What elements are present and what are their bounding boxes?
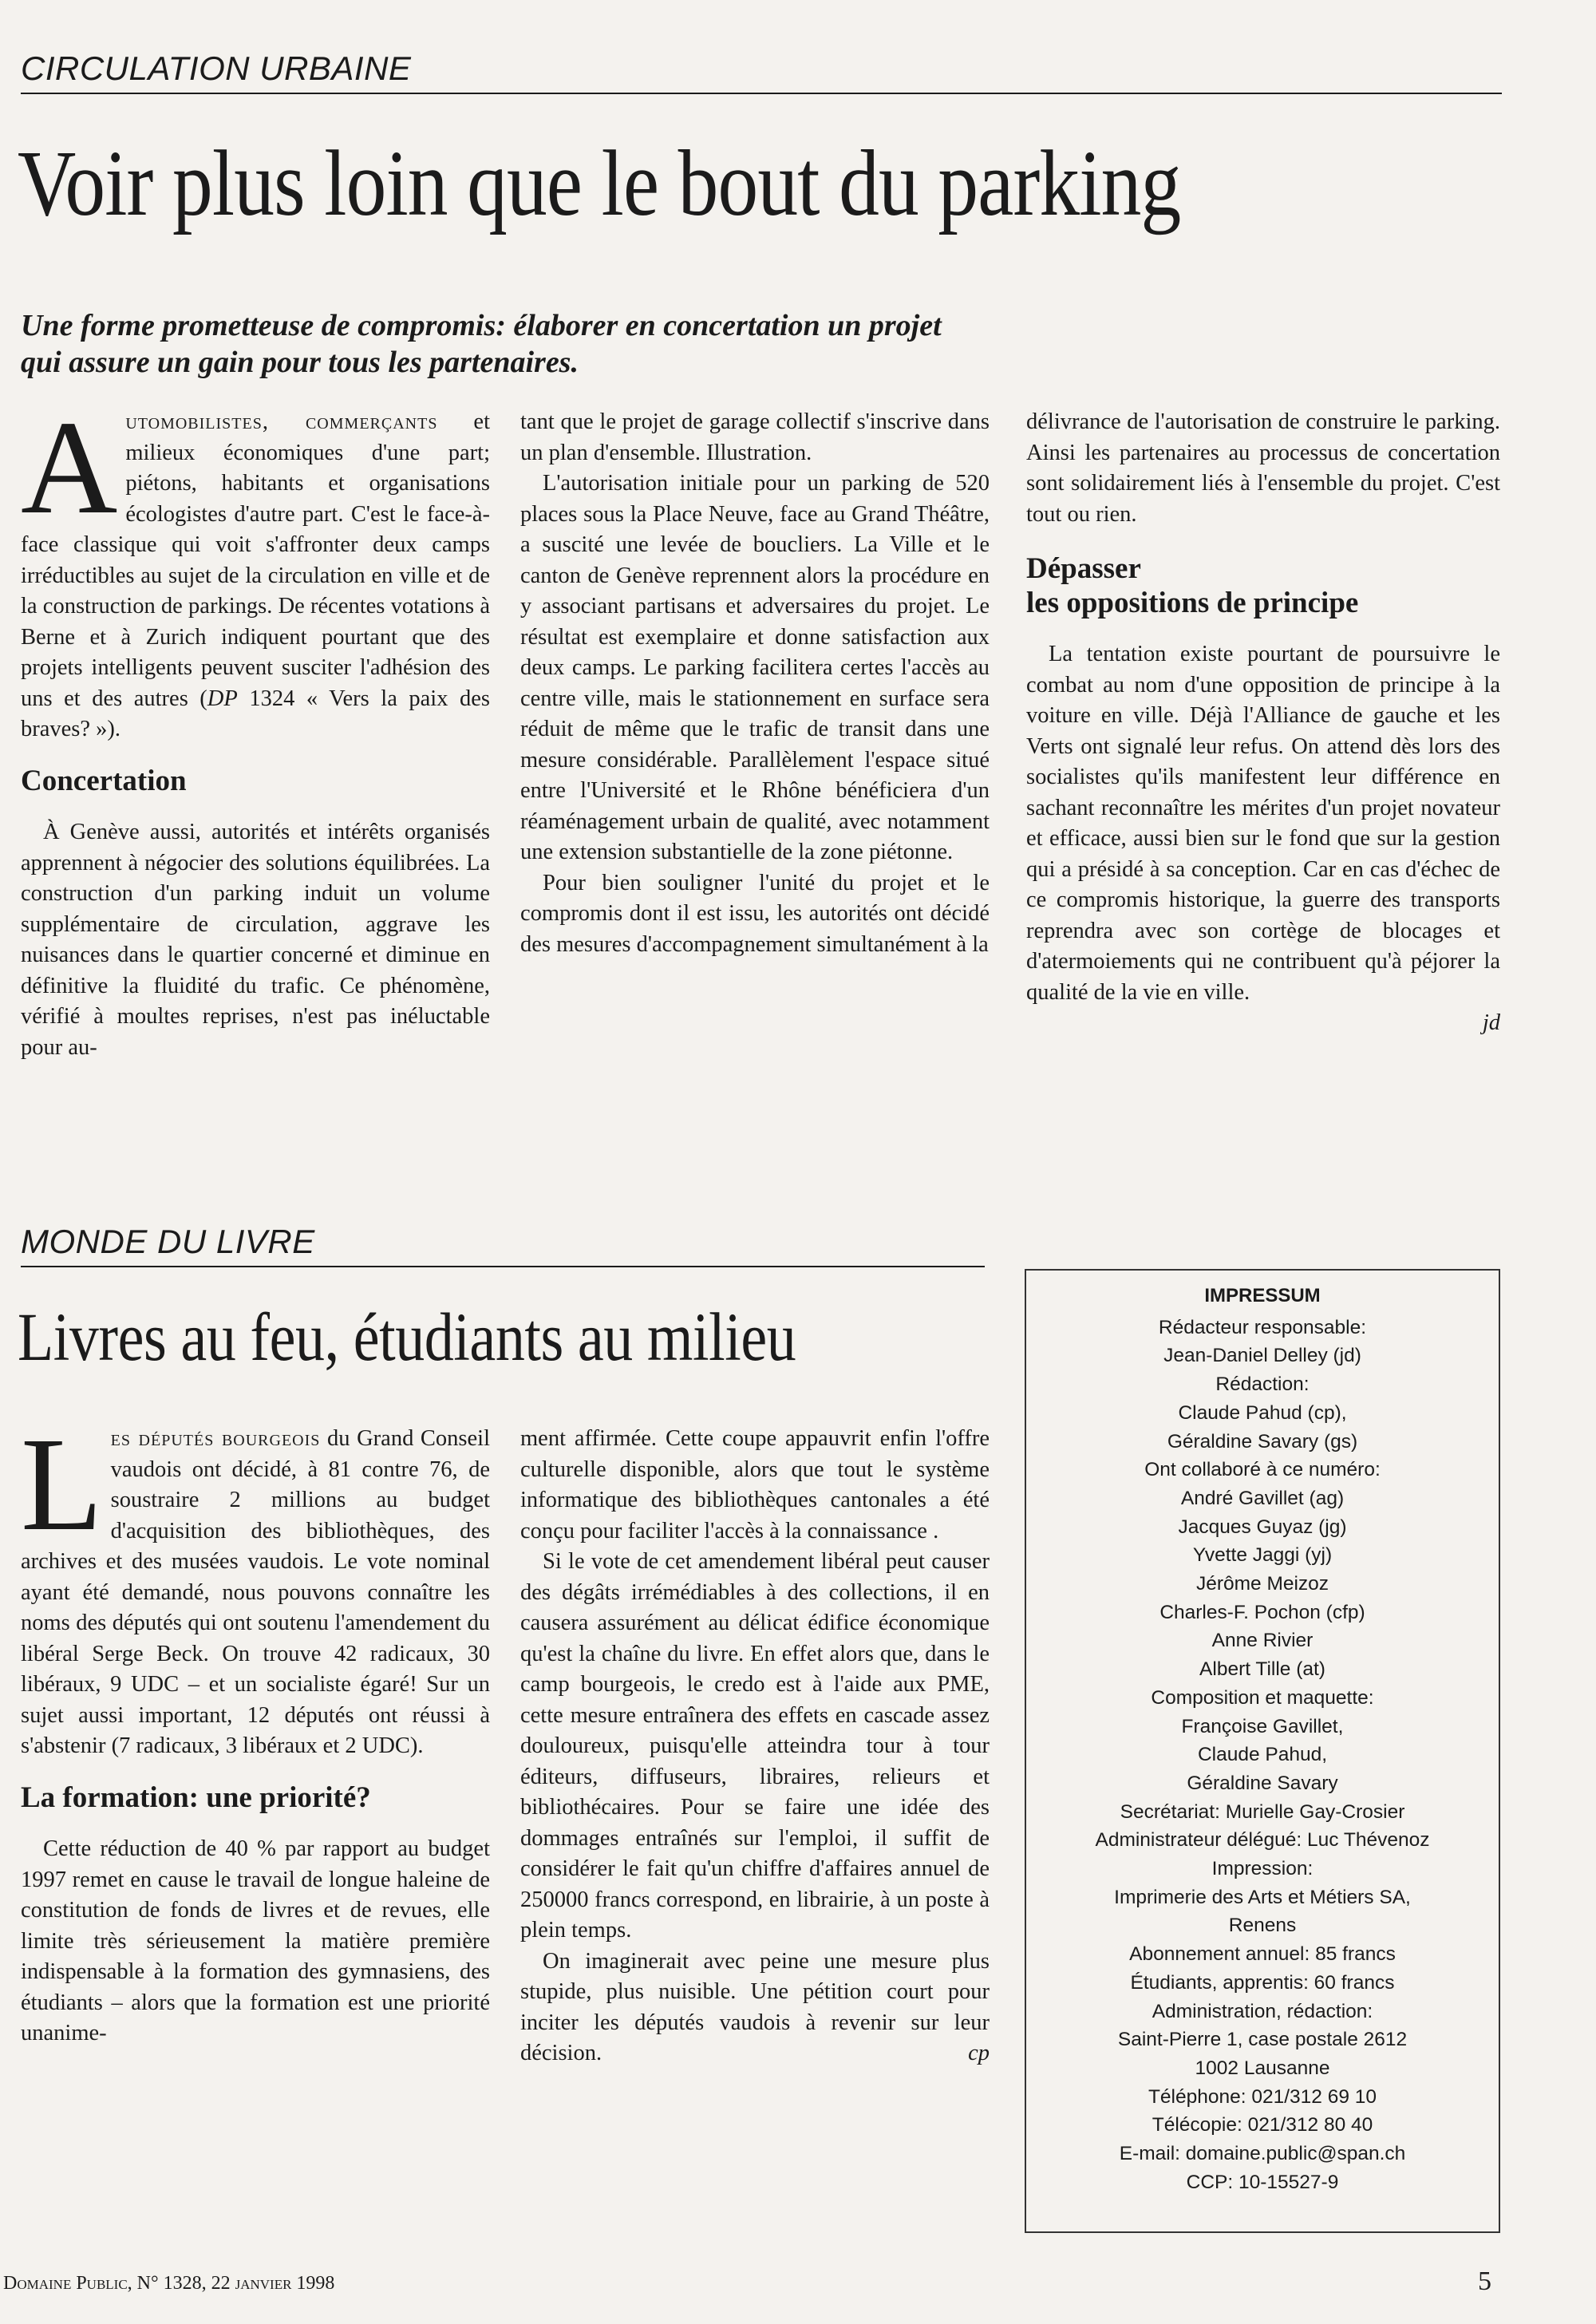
paragraph-text: et milieux économiques d'une part; piétons, habitants et organisations écologistes d'autre part. C'est le face-à-face classique qui voit s'affronter deux camps irréductibles au sujet de la circulation en ville et de la construction de parkings. De récentes votations à Berne et à Zurich indiquent pourtant que des projets intelligents peuvent susciter l'adhésion des uns et des autres ( [21,409,490,711]
paragraph-text: du Grand Conseil vaudois ont décidé, à 81 contre 76, de soustraire 2 millions au budget d'acquisition des bibliothèques, des archives et des musées vaudois. Le vote nominal ayant été demandé, nous pouvons connaître les noms des députés qui ont soutenu l'amendement du libéral Serge Beck. On trouve 42 radicaux, 30 libéraux, 9 UDC – et un socialiste égaré! Sur un sujet aussi important, 12 députés ont réussi à s'abstenir (7 radicaux, 3 libéraux et 2 UDC). [21,1426,491,1758]
kicker-rule [21,1266,985,1267]
impressum-line: Saint-Pierre 1, case postale 2612 [1117,2029,1408,2051]
impressum-line: CCP: 10-15527-9 [1186,2171,1339,2193]
paragraph: Si le vote de cet amendement libéral peut causer des dégâts irrémédiables à des collections, il en causera assurément au délicat édifice économique qu'est la chaîne du livre. En effet alors que, dans le camp bourgeois, le credo est à l'aide aux PME, cette mesure entraînera des effets en cascade assez douloureux, puisqu'elle atteindra tour à tour éditeurs, diffuseurs, libraires, relieurs et bibliothécaires. Pour se faire une idée des dommages entraînés sur l'emploi, il suffit de considérer le fait qu'un chiffre d'affaires annuel de 250000 francs correspond, en librairie, à un poste à plein temps. [520,1549,990,1943]
paragraph: Pour bien souligner l'unité du projet et le compromis dont il est issu, les autorités ont décidé des mesures d'accompagnement simultanément à la [520,870,990,957]
impressum-line: Administrateur délégué: Luc Thévenoz [1095,1829,1430,1852]
impressum-line: Claude Pahud, [1197,1744,1328,1766]
paragraph-text: 1324 « Vers la paix des braves? »). [21,686,490,741]
article-standfirst [21,308,1505,381]
subheading [1026,552,1500,620]
impressum-line: Rédaction: [1215,1373,1310,1396]
impressum-line: Anne Rivier [1211,1630,1314,1652]
paragraph: À Genève aussi, autorités et intérêts organisés apprennent à négocier des solutions équilibrées. La construction d'un parking induit un volume supplémentaire de circulation, aggrave les nuisances dans le quartier concerné et diminue en définitive la fluidité du trafic. Ce phénomène, vérifié à moultes reprises, n'est pas inéluctable pour au- [21,820,490,1060]
impressum-line: Impression: [1211,1858,1314,1880]
subheading-line: les oppositions de principe [1026,586,1359,619]
impressum-line: 1002 Lausanne [1195,2057,1330,2079]
paragraph: La tentation existe pourtant de poursuivre le combat au nom d'une opposition de principe à la voiture en ville. Déjà l'Alliance de gauche et les Verts ont signalé leur refus. On attend dès lors des socialistes qu'ils manifestent leur différence en sachant reconnaître les mérites d'un projet novateur et efficace, aussi bien sur le fond que sur la gestion qui a présidé à sa conception. Car en cas d'échec de ce compromis historique, la guerre des transports reprendra avec son cortège de blocages et d'atermoiements qui ne contribuent qu'à péjorer la qualité de la vie en ville. [1026,642,1500,1005]
article1-column-1 [21,393,490,1063]
article2-column-1 [21,1410,491,2049]
impressum-line: Françoise Gavillet, [1181,1715,1344,1737]
impressum-line: Rédacteur responsable: [1158,1316,1367,1338]
lead-paragraph [21,393,490,745]
subheading: La formation: une priorité? [21,1781,371,1814]
section-kicker: CIRCULATION URBAINE [21,49,412,87]
subheading-line: Dépasser [1026,552,1141,585]
paragraph: Cette réduction de 40 % par rapport au budget 1997 remet en cause le travail de longue haleine de constitution de fonds de livres et de revues, elle limite très sérieusement la matière première indispensable à la formation des gymnasiens, des étudiants – alors que la formation est une priorité unanime- [21,1836,490,2046]
lead-paragraph [21,1410,491,1762]
impressum-line: Secrétariat: Murielle Gay-Crosier [1120,1800,1405,1823]
kicker-rule [21,93,1502,94]
impressum-lines [1026,1314,1499,2197]
standfirst-line: qui assure un gain pour tous les partenaires. [21,345,579,379]
paragraph [520,1947,990,2069]
impressum-line: Albert Tille (at) [1199,1658,1325,1681]
impressum-line: Géraldine Savary (gs) [1167,1430,1358,1452]
impressum-line: Yvette Jaggi (yj) [1192,1544,1333,1567]
lead-smallcaps: utomobilistes, commerçants [125,409,438,434]
impressum-line: André Gavillet (ag) [1180,1487,1345,1509]
impressum-line: Composition et maquette: [1151,1686,1374,1709]
article1-column-2 [520,407,990,960]
impressum-line: Claude Pahud (cp), [1178,1401,1347,1424]
paragraph: ment affirmée. Cette coupe appauvrit enfin l'offre culturelle disponible, alors que tout le système informatique des bibliothèques cantonales a été conçu pour faciliter l'accès à la connaissance . [520,1426,990,1543]
paragraph-text: On imaginerait avec peine une mesure plus stupide, plus nuisible. Une pétition court pour inciter les députés vaudois à revenir sur leur décision. [520,1948,990,2065]
impressum-line: Jérôme Meizoz [1195,1573,1329,1595]
impressum-line: Imprimerie des Arts et Métiers SA, [1114,1886,1411,1908]
page-number: 5 [1478,2267,1491,2296]
impressum-box [1025,1269,1500,2233]
paragraph: délivrance de l'autorisation de construire le parking. Ainsi les partenaires au processus de concertation sont solidairement liés à l'ensemble du projet. C'est tout ou rien. [1026,409,1500,527]
reference-italic: DP [207,686,238,711]
impressum-line: Géraldine Savary [1187,1772,1338,1794]
footer-publication: Domaine Public, N° 1328, 22 janvier 1998 [3,2273,335,2294]
impressum-line: Ont collaboré à ce numéro: [1144,1459,1381,1481]
section-kicker: MONDE DU LIVRE [21,1223,315,1260]
impressum-line: Jean-Daniel Delley (jd) [1163,1345,1361,1367]
article-headline: Livres au feu, étudiants au milieu [18,1298,796,1375]
lead-smallcaps: es députés bourgeois [110,1426,321,1451]
impressum-line: Téléphone: 021/312 69 10 [1148,2085,1377,2108]
author-signature: cp [968,2041,990,2065]
drop-cap: L [21,1410,103,1559]
impressum-line: Administration, rédaction: [1152,2000,1373,2022]
impressum-title: IMPRESSUM [1204,1285,1321,1306]
article2-column-2 [520,1424,990,2069]
impressum-line: Télécopie: 021/312 80 40 [1152,2114,1373,2136]
impressum-line: E-mail: domaine.public@span.ch [1119,2143,1406,2165]
paragraph: tant que le projet de garage collectif s'inscrive dans un plan d'ensemble. Illustration. [520,409,990,465]
paragraph: L'autorisation initiale pour un parking de 520 places sous la Place Neuve, face au Grand Théâtre, a suscité une levée de boucliers. La Ville et le canton de Genève reprennent alors la procédure en y associant partisans et adversaires du projet. Le résultat est exemplaire et donne satisfaction aux deux camps. Le parking facilitera certes l'accès au centre ville, mais le stationnement en surface sera réduit de même que le trafic de transit dans une mesure considérable. Parallèlement l'espace situé entre l'Université et le Rhône bénéficiera d'un réaménagement urbain de qualité, avec notamment une extension substantielle de la zone piétonne. [520,471,990,864]
impressum-line: Jacques Guyaz (jg) [1178,1516,1347,1538]
impressum-line: Étudiants, apprentis: 60 francs [1130,1971,1395,1994]
author-signature: jd [1482,1010,1500,1036]
impressum-line: Charles-F. Pochon (cfp) [1159,1601,1365,1623]
impressum-line: Renens [1228,1915,1297,1937]
article1-column-3 [1026,407,1500,1039]
standfirst-line: Une forme prometteuse de compromis: élaborer en concertation un projet [21,309,942,342]
article-headline: Voir plus loin que le bout du parking [18,131,1181,235]
drop-cap: A [21,393,118,542]
impressum-line: Abonnement annuel: 85 francs [1129,1943,1396,1966]
subheading: Concertation [21,764,187,797]
